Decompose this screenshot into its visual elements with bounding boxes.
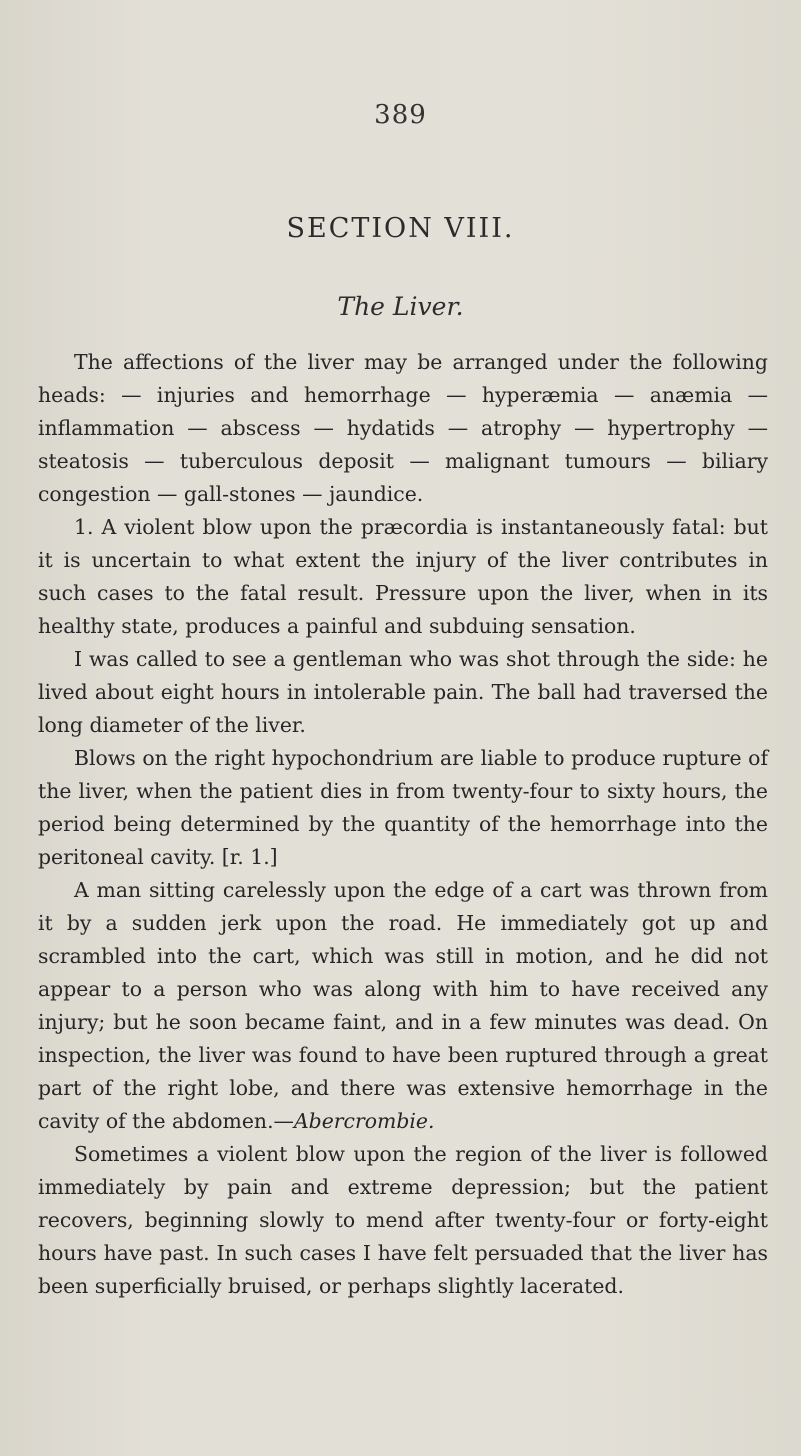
paragraph-text: A man sitting carelessly upon the edge of a cart was thrown from it by a sudden jerk upon the road. He immediately got up and scrambled into the cart, which was still in motion, and he did not appear to a person who was along with him to have received any injury; but he soon became faint, and in a few minutes was dead. On inspection, the liver was found to have been ruptured through a great part of the right lobe, and there was extensive hemorrhage in the cavity of the abdomen.— bbox=[38, 878, 768, 1133]
body-text bbox=[38, 346, 768, 1303]
page-number: 389 bbox=[374, 100, 427, 130]
citation-author: Abercrombie. bbox=[293, 1109, 435, 1133]
paragraph: Blows on the right hypochondrium are liable to produce rupture of the liver, when the patient dies in from twenty-four to sixty hours, the period being determined by the quantity of the hemorrhage into the peritoneal cavity. [r. 1.] bbox=[38, 746, 768, 869]
paragraph: The affections of the liver may be arranged under the following heads: — injuries and hemorrhage — hyperæmia — anæmia — inflammation — abscess — hydatids — atrophy — hypertrophy — steatosis — tuberculous deposit — malignant tumours — biliary congestion — gall-stones — jaundice. bbox=[38, 350, 768, 506]
section-subheading: The Liver. bbox=[337, 292, 464, 321]
paragraph: I was called to see a gentleman who was shot through the side: he lived about eight hours in intolerable pain. The ball had traversed the long diameter of the liver. bbox=[38, 647, 768, 737]
paragraph-with-citation bbox=[38, 874, 768, 1138]
paragraph: 1. A violent blow upon the præcordia is instantaneously fatal: but it is uncertain to what extent the injury of the liver contributes in such cases to the fatal result. Pressure upon the liver, when in its healthy state, produces a painful and subduing sensation. bbox=[38, 515, 768, 638]
paragraph: Sometimes a violent blow upon the region of the liver is followed immediately by pain and extreme depression; but the patient recovers, beginning slowly to mend after twenty-four or forty-eight hours have past. In such cases I have felt persuaded that the liver has been superficially bruised, or perhaps slightly lacerated. bbox=[38, 1142, 768, 1298]
section-heading: SECTION VIII. bbox=[286, 213, 515, 244]
